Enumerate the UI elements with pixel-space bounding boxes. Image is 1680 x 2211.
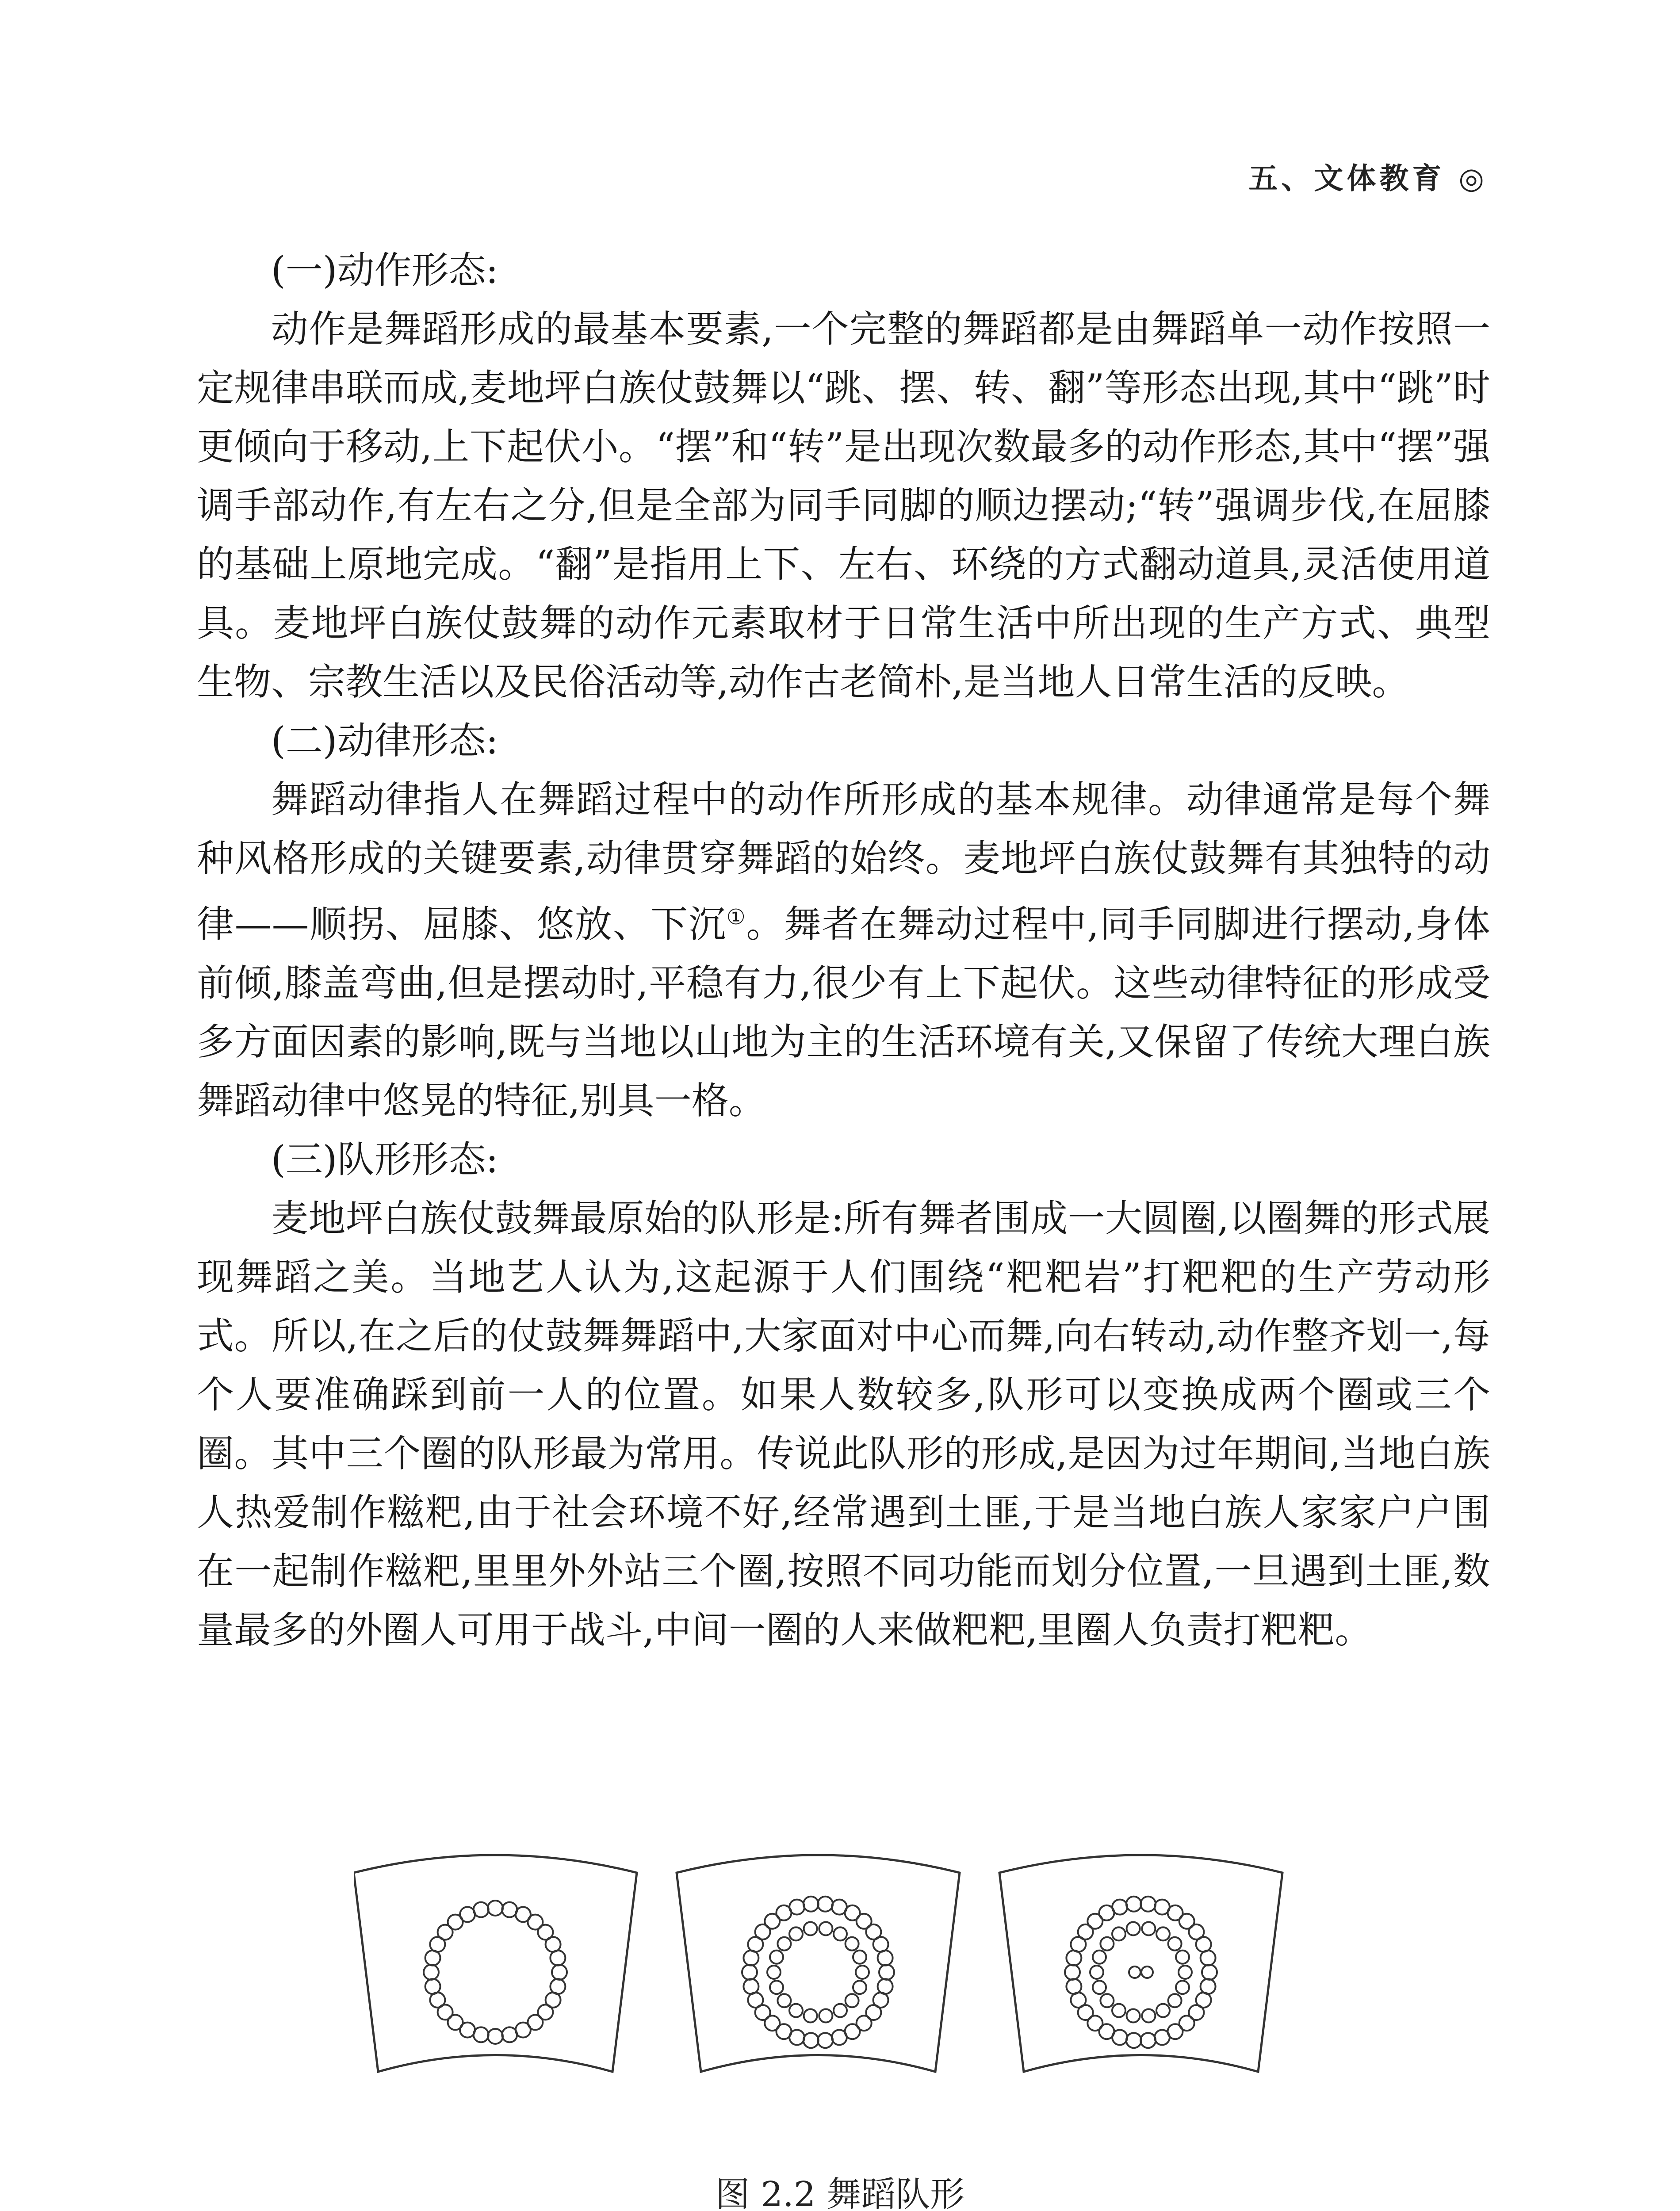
dancer-marker bbox=[1142, 1922, 1155, 1936]
dance-formation-figure bbox=[354, 1846, 1371, 2094]
formation-panel-three-circles bbox=[999, 1855, 1282, 2072]
dancer-marker bbox=[742, 1965, 757, 1980]
section-heading-action: (一)动作形态: bbox=[271, 249, 498, 292]
dancer-marker bbox=[770, 1951, 783, 1964]
dancer-marker bbox=[804, 1922, 817, 1936]
dancer-marker bbox=[474, 1902, 489, 1917]
dancer-marker bbox=[789, 2004, 803, 2017]
dancer-marker bbox=[1176, 1951, 1189, 1964]
dancer-marker bbox=[804, 2033, 819, 2048]
dancer-marker bbox=[1129, 1966, 1140, 1978]
dancer-marker bbox=[1168, 1937, 1182, 1951]
dancer-marker bbox=[1065, 1965, 1080, 1980]
dancer-marker bbox=[1142, 2009, 1155, 2023]
running-header: 五、文体教育 ◎ bbox=[1248, 161, 1488, 195]
dancer-marker bbox=[789, 1900, 804, 1915]
dancer-marker bbox=[743, 1979, 758, 1994]
dancer-marker bbox=[550, 1951, 565, 1966]
dancer-marker bbox=[832, 2030, 847, 2045]
section-heading-formation: (三)队形形态: bbox=[271, 1138, 498, 1181]
section-heading-rhythm: (二)动律形态: bbox=[271, 719, 498, 762]
dancer-marker bbox=[1201, 1951, 1216, 1966]
dancer-marker bbox=[777, 1994, 791, 2007]
dancer-marker bbox=[1100, 1994, 1114, 2007]
dancer-marker bbox=[804, 2009, 817, 2023]
dancer-marker bbox=[425, 1979, 440, 1994]
fan-frame bbox=[354, 1855, 637, 2072]
dancer-marker bbox=[502, 2027, 517, 2042]
dancer-marker bbox=[1155, 2030, 1170, 2045]
dancer-marker bbox=[1156, 2004, 1170, 2017]
dancer-marker bbox=[789, 1927, 803, 1940]
section-body-rhythm bbox=[197, 770, 1490, 1130]
dancer-marker bbox=[1093, 1981, 1106, 1994]
rhythm-text-part1: 舞蹈动律指人在舞蹈过程中的动作所形成的基本规律。动律通常是每个舞种风格形成的关键要素,动律贯穿舞蹈的始终。麦地坪白族仗鼓舞有其独特的动律——顺拐、屈膝、悠放、下沉 bbox=[197, 778, 1490, 946]
dancer-marker bbox=[818, 1897, 833, 1912]
footnote-reference: ① bbox=[726, 905, 746, 930]
dancer-marker bbox=[1127, 2009, 1140, 2023]
dancer-marker bbox=[424, 1965, 439, 1980]
dancer-marker bbox=[1112, 1927, 1125, 1940]
section-body-action: 动作是舞蹈形成的最基本要素,一个完整的舞蹈都是由舞蹈单一动作按照一定规律串联而成,麦地坪白族仗鼓舞以“跳、摆、转、翻”等形态出现,其中“跳”时更倾向于移动,上下起伏小。“摆”和“转”是出现次数最多的动作形态,其中“摆”强调手部动作,有左右之分,但是全部为同手同脚的顺边摆动;“转”强调步伐,在屈膝的基础上原地完成。“翻”是指用上下、左右、环绕的方式翻动道具,灵活使用道具。麦地坪白族仗鼓舞的动作元素取材于日常生活中所出现的生产方式、典型生物、宗教生活以及民俗活动等,动作古老简朴,是当地人日常生活的反映。 bbox=[197, 307, 1490, 704]
dancer-marker bbox=[804, 1897, 819, 1912]
dancer-marker bbox=[770, 1981, 783, 1994]
dancer-marker bbox=[1126, 1897, 1141, 1912]
dancer-marker bbox=[1179, 1966, 1192, 1979]
dancer-marker bbox=[1156, 1927, 1170, 1940]
dancer-marker bbox=[1093, 1951, 1106, 1964]
dancer-marker bbox=[819, 1922, 832, 1936]
dancer-marker bbox=[1100, 1937, 1114, 1951]
dancer-marker bbox=[1090, 1966, 1103, 1979]
rhythm-text-part2: 。舞者在舞动过程中,同手同脚进行摆动,身体前倾,膝盖弯曲,但是摆动时,平稳有力,很少有上下起伏。这些动律特征的形成受多方面因素的影响,既与当地以山地为主的生活环境有关,又保留了传统大理白族舞蹈动律中悠晃的特征,别具一格。 bbox=[197, 903, 1490, 1122]
dancer-marker bbox=[834, 1927, 847, 1940]
formation-diagrams bbox=[354, 1846, 1371, 2094]
dancer-marker bbox=[767, 1966, 781, 1979]
dancer-marker bbox=[878, 1951, 893, 1966]
dancer-marker bbox=[846, 1937, 859, 1951]
dancer-marker bbox=[853, 1951, 866, 1964]
formation-panel-one-circle bbox=[354, 1855, 637, 2072]
dancer-marker bbox=[856, 1966, 869, 1979]
dancer-marker bbox=[1112, 1900, 1127, 1915]
dancer-marker bbox=[552, 1965, 567, 1980]
dancer-marker bbox=[1127, 1922, 1140, 1936]
formation-panel-two-circles bbox=[677, 1855, 960, 2072]
dancer-marker bbox=[1141, 1966, 1153, 1978]
main-content bbox=[197, 241, 1490, 1660]
dancer-marker bbox=[777, 1937, 791, 1951]
dancer-marker bbox=[846, 1994, 859, 2007]
dancer-marker bbox=[1140, 1897, 1156, 1912]
dancer-marker bbox=[1126, 2033, 1141, 2048]
dancer-marker bbox=[834, 2004, 847, 2017]
dancer-marker bbox=[818, 2033, 833, 2048]
dancer-marker bbox=[819, 2009, 832, 2023]
section-body-formation: 麦地坪白族仗鼓舞最原始的队形是:所有舞者围成一大圆圈,以圈舞的形式展现舞蹈之美。当地艺人认为,这起源于人们围绕“粑粑岩”打粑粑的生产劳动形式。所以,在之后的仗鼓舞舞蹈中,大家面对中心而舞,向右转动,动作整齐划一,每个人要准确踩到前一人的位置。如果人数较多,队形可以变换成两个圈或三个圈。其中三个圈的队形最为常用。传说此队形的形成,是因为过年期间,当地白族人热爱制作糍粑,由于社会环境不好,经常遇到土匪,于是当地白族人家家户户围在一起制作糍粑,里里外外站三个圈,按照不同功能而划分位置,一旦遇到土匪,数量最多的外圈人可用于战斗,中间一圈的人来做粑粑,里圈人负责打粑粑。 bbox=[197, 1197, 1490, 1652]
dancer-marker bbox=[1066, 1979, 1081, 1994]
dancer-marker bbox=[488, 1901, 503, 1916]
dancer-marker bbox=[853, 1981, 866, 1994]
dancer-marker bbox=[1140, 2033, 1156, 2048]
dancer-marker bbox=[1202, 1965, 1217, 1980]
figure-caption: 图 2.2 舞蹈队形 bbox=[715, 2175, 965, 2211]
dancer-marker bbox=[488, 2029, 503, 2044]
dancer-marker bbox=[1168, 1994, 1182, 2007]
dancer-marker bbox=[1176, 1981, 1189, 1994]
dancer-marker bbox=[879, 1965, 894, 1980]
dancer-marker bbox=[1112, 2004, 1125, 2017]
